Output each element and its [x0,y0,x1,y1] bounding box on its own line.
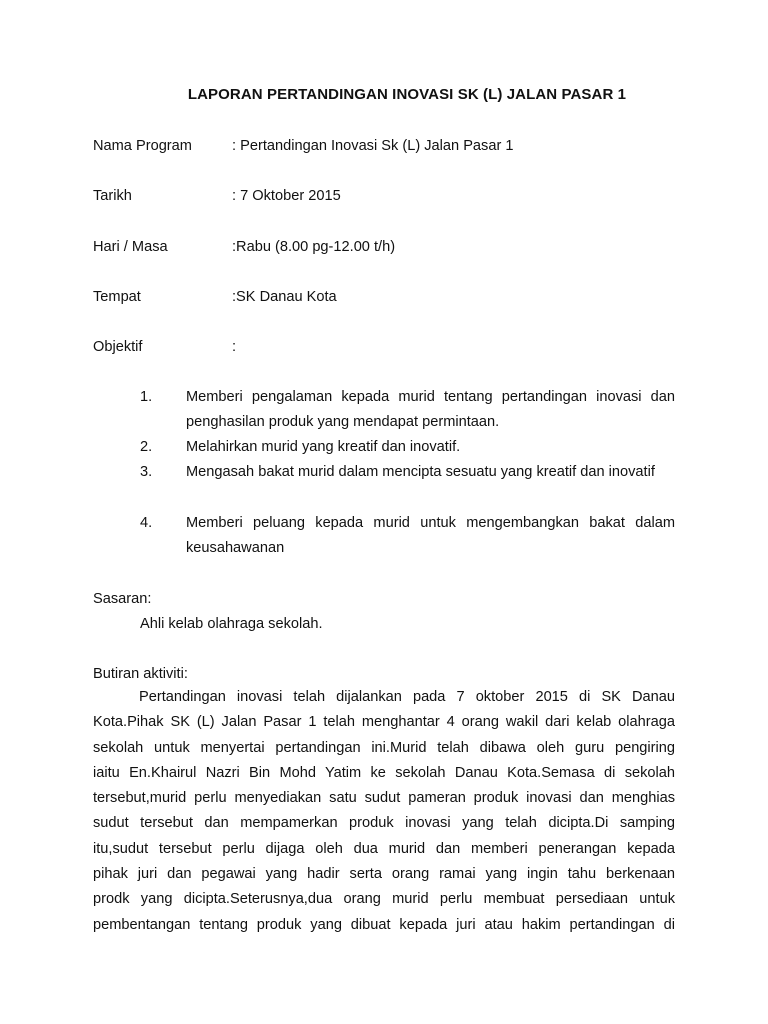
field-label: Tempat [93,289,141,305]
sasaran-text: Ahli kelab olahraga sekolah. [140,616,323,632]
objective-item [93,511,675,561]
objective-text: Melahirkan murid yang kreatif dan inovatif. [186,439,461,455]
field-label: Objektif [93,339,143,355]
butiran-paragraph [93,685,675,938]
objective-number: 2. [140,439,153,455]
paragraph-line: Kota.Pihak SK (L) Jalan Pasar 1 telah menghantar 4 orang wakil dari kelab olahraga [93,714,675,731]
field-value: :Rabu (8.00 pg-12.00 t/h) [232,239,396,255]
paragraph-line: prodk yang dicipta.Seterusnya,dua orang murid perlu membuat persediaan untuk [93,891,675,908]
field-value: :SK Danau Kota [232,289,337,305]
paragraph-line: sudut tersebut dan mempamerkan produk inovasi yang telah dicipta.Di samping [93,815,675,832]
paragraph-line: Pertandingan inovasi telah dijalankan pada 7 oktober 2015 di SK Danau [139,689,675,705]
field-label: Nama Program [93,138,192,154]
report-title: LAPORAN PERTANDINGAN INOVASI SK (L) JALAN PASAR 1 [187,86,627,103]
paragraph-line: pembentangan tentang produk yang dibuat kepada juri atau hakim pertandingan di [93,916,675,933]
paragraph-line: pihak juri dan pegawai yang hadir serta orang ramai yang ingin tahu berkenaan [93,866,675,883]
sasaran-heading: Sasaran: [93,591,152,607]
objective-text: Memberi pengalaman kepada murid tentang pertandingan inovasi dan penghasilan produk yang mendapat permintaan. [186,389,675,430]
field-label: Tarikh [93,188,132,204]
paragraph-line: itu,sudut tersebut perlu dijaga oleh dua murid dan memberi penerangan kepada [93,840,675,857]
field-value: : 7 Oktober 2015 [232,188,341,204]
objective-number: 1. [140,389,153,405]
objective-number: 4. [140,515,153,531]
objective-number: 3. [140,464,153,480]
objective-item [93,435,675,460]
field-label: Hari / Masa [93,239,168,255]
paragraph-line: sekolah untuk menyertai pertandingan ini.Murid telah dibawa oleh guru pengiring [93,739,675,756]
field-hari-masa [93,237,395,257]
objective-text: Memberi peluang kepada murid untuk mengembangkan bakat dalam keusahawanan [186,515,675,556]
field-tempat [93,287,337,307]
field-value: : Pertandingan Inovasi Sk (L) Jalan Pasar 1 [232,138,514,154]
paragraph-line: tersebut,murid perlu menyediakan satu sudut pameran produk inovasi dan menghias [93,790,675,807]
objective-item [93,460,675,510]
field-objektif [93,337,236,357]
field-value: : [232,339,237,355]
field-nama-program [93,136,514,156]
field-tarikh [93,186,341,206]
paragraph-line: iaitu En.Khairul Nazri Bin Mohd Yatim ke sekolah Danau Kota.Semasa di sekolah [93,764,675,781]
objective-item [93,385,675,435]
butiran-heading: Butiran aktiviti: [93,666,188,682]
objective-text: Mengasah bakat murid dalam mencipta sesuatu yang kreatif dan inovatif [186,464,655,480]
